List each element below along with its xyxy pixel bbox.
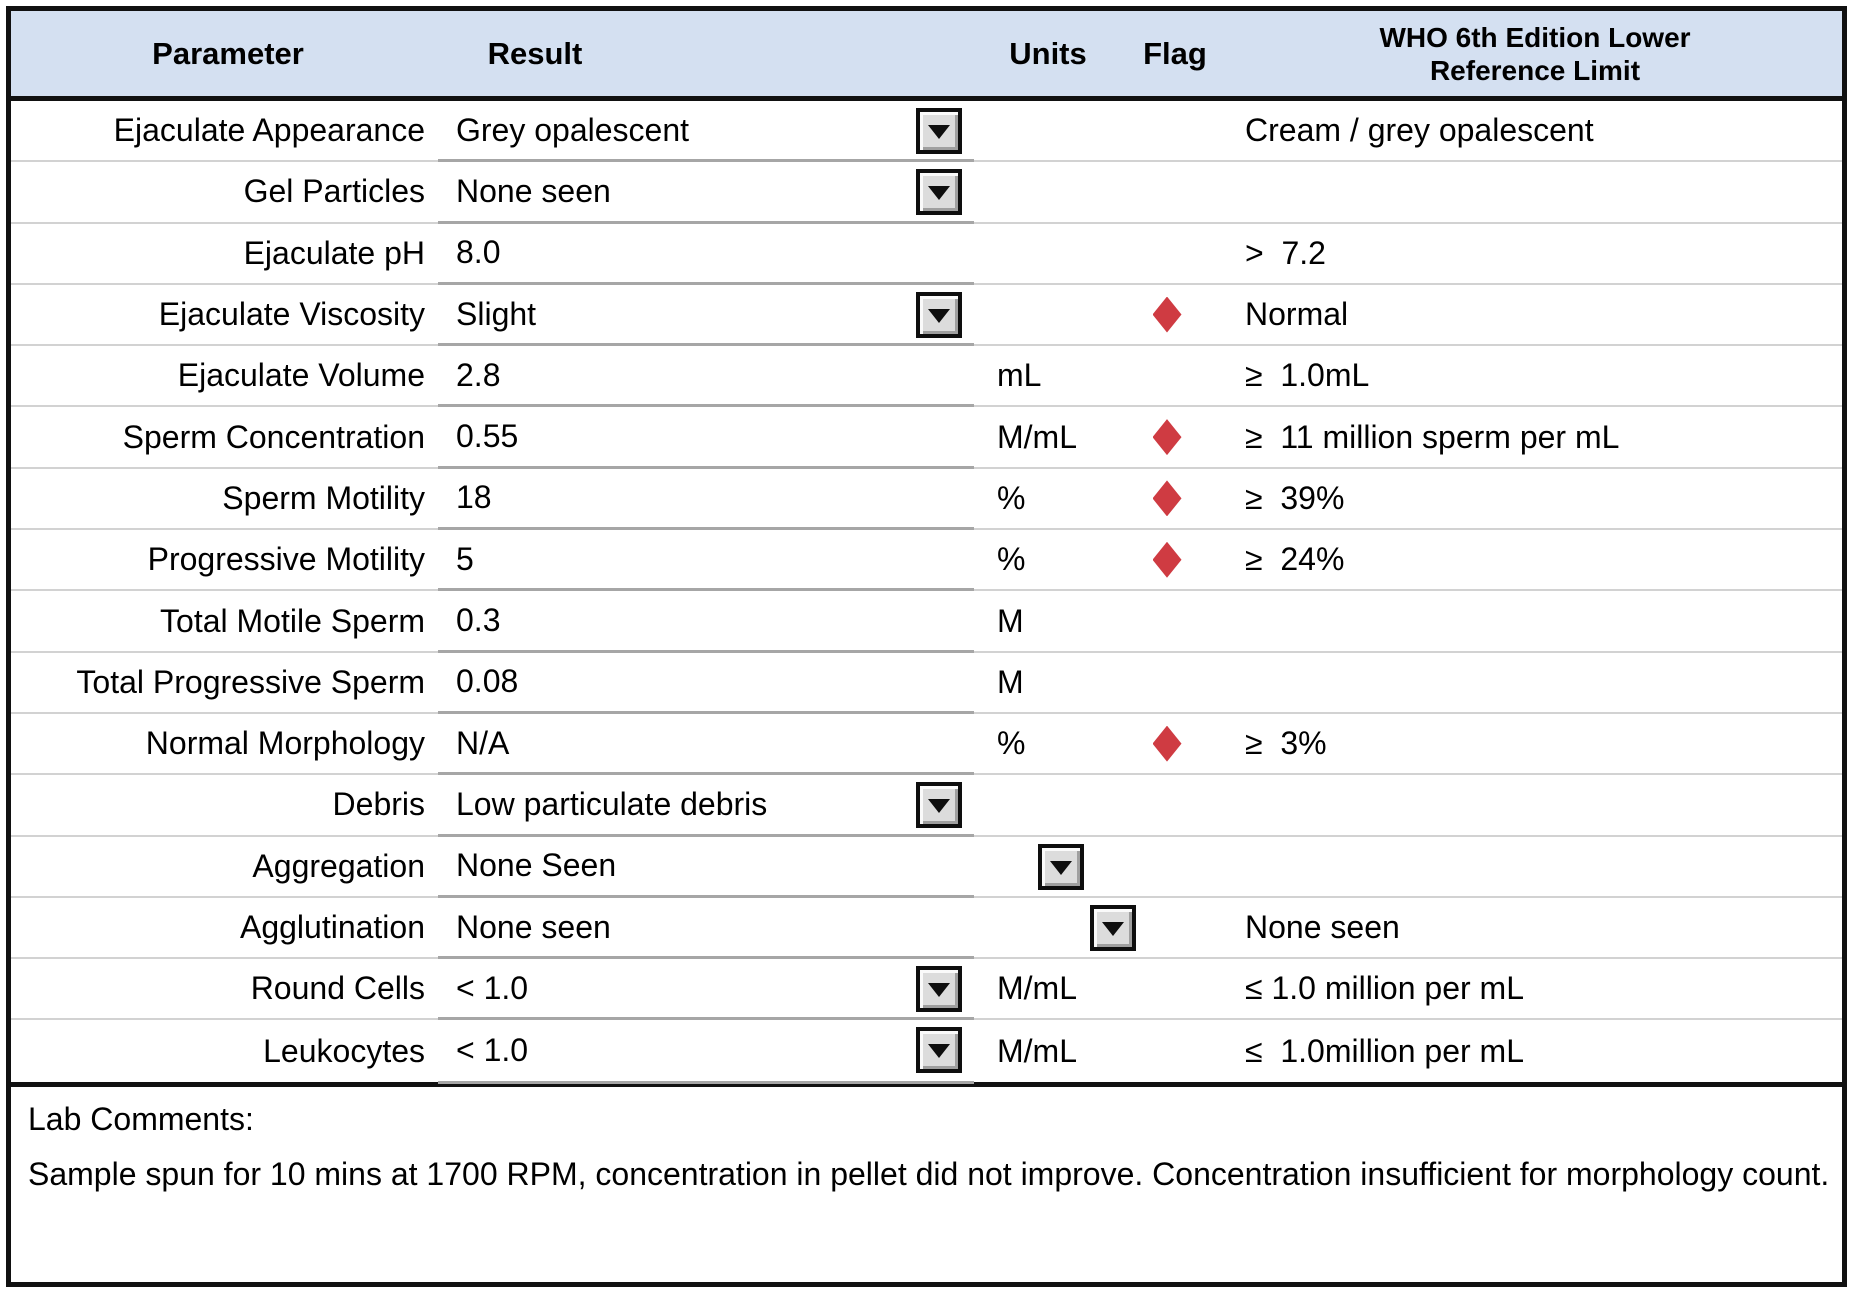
reference-limit-value: ≥ 3% bbox=[1245, 725, 1327, 762]
dropdown-button[interactable] bbox=[916, 108, 962, 154]
units-label: % bbox=[997, 479, 1026, 516]
result-value: None seen bbox=[456, 908, 611, 945]
units-label: % bbox=[997, 725, 1026, 762]
reference-limit-value: Cream / grey opalescent bbox=[1245, 112, 1594, 149]
parameter-label: Ejaculate pH bbox=[243, 234, 425, 271]
result-value: Low particulate debris bbox=[456, 785, 768, 822]
lab-comments-label: Lab Comments: bbox=[28, 1101, 254, 1137]
units-label bbox=[997, 775, 1147, 834]
column-header-flag: Flag bbox=[1143, 35, 1207, 71]
result-field[interactable] bbox=[438, 469, 974, 530]
result-field[interactable] bbox=[438, 714, 974, 775]
flag-cell bbox=[1136, 1020, 1198, 1081]
reference-header-line2: Reference Limit bbox=[1429, 54, 1641, 86]
reference-limit-value bbox=[1245, 162, 1835, 221]
table-row bbox=[11, 224, 1842, 285]
reference-limit-value bbox=[1245, 653, 1835, 712]
parameter-label: Ejaculate Viscosity bbox=[158, 296, 425, 333]
units-label bbox=[997, 898, 1147, 957]
result-value: Grey opalescent bbox=[456, 111, 690, 148]
dropdown-button[interactable] bbox=[916, 782, 962, 828]
dropdown-button[interactable] bbox=[916, 1027, 962, 1073]
result-value: 18 bbox=[456, 479, 492, 516]
table-row bbox=[11, 591, 1842, 652]
units-label: M/mL bbox=[997, 418, 1077, 455]
flag-cell bbox=[1136, 775, 1198, 834]
reference-limit-value: ≥ 24% bbox=[1245, 541, 1345, 578]
parameter-label: Normal Morphology bbox=[145, 725, 425, 762]
result-field[interactable] bbox=[438, 346, 974, 407]
units-label bbox=[997, 285, 1147, 344]
result-value: < 1.0 bbox=[456, 969, 529, 1006]
column-header-units: Units bbox=[1009, 35, 1087, 71]
result-field[interactable] bbox=[438, 653, 974, 714]
units-label: M bbox=[997, 663, 1024, 700]
result-field[interactable] bbox=[438, 898, 974, 959]
table-row bbox=[11, 898, 1842, 959]
result-value: 8.0 bbox=[456, 234, 501, 271]
flag-cell bbox=[1136, 898, 1198, 957]
result-field[interactable] bbox=[438, 407, 974, 468]
table-row bbox=[11, 775, 1842, 836]
red-diamond-flag-icon bbox=[1153, 419, 1182, 455]
parameter-label: Total Motile Sperm bbox=[160, 602, 425, 639]
table-row bbox=[11, 959, 1842, 1020]
parameter-label: Ejaculate Appearance bbox=[113, 112, 425, 149]
table-body bbox=[11, 101, 1842, 1082]
flag-cell bbox=[1136, 346, 1198, 405]
results-table bbox=[6, 6, 1847, 1287]
parameter-label: Sperm Motility bbox=[222, 479, 425, 516]
flag-cell bbox=[1136, 469, 1198, 528]
result-value: None seen bbox=[456, 172, 611, 209]
lab-comments-section bbox=[11, 1082, 1842, 1282]
result-field[interactable] bbox=[438, 285, 974, 346]
parameter-label: Progressive Motility bbox=[147, 541, 425, 578]
chevron-down-icon bbox=[928, 799, 950, 813]
table-row bbox=[11, 653, 1842, 714]
table-row bbox=[11, 407, 1842, 468]
parameter-label: Debris bbox=[332, 786, 425, 823]
column-header-parameter: Parameter bbox=[152, 35, 304, 71]
flag-cell bbox=[1136, 591, 1198, 650]
table-row bbox=[11, 1020, 1842, 1081]
flag-cell bbox=[1136, 530, 1198, 589]
parameter-label: Sperm Concentration bbox=[122, 418, 425, 455]
red-diamond-flag-icon bbox=[1153, 726, 1182, 762]
units-label bbox=[997, 162, 1147, 221]
parameter-label: Total Progressive Sperm bbox=[76, 663, 425, 700]
chevron-down-icon bbox=[928, 125, 950, 139]
reference-limit-value bbox=[1245, 591, 1835, 650]
units-label bbox=[997, 837, 1147, 896]
flag-cell bbox=[1136, 714, 1198, 773]
flag-cell bbox=[1136, 837, 1198, 896]
result-field[interactable] bbox=[438, 224, 974, 285]
red-diamond-flag-icon bbox=[1153, 480, 1182, 516]
red-diamond-flag-icon bbox=[1153, 297, 1182, 333]
units-label: M/mL bbox=[997, 1032, 1077, 1069]
result-field[interactable] bbox=[438, 775, 974, 836]
chevron-down-icon bbox=[928, 186, 950, 200]
result-field[interactable] bbox=[438, 162, 974, 223]
parameter-label: Ejaculate Volume bbox=[177, 357, 425, 394]
flag-cell bbox=[1136, 407, 1198, 466]
red-diamond-flag-icon bbox=[1153, 542, 1182, 578]
result-value: 5 bbox=[456, 540, 474, 577]
chevron-down-icon bbox=[928, 983, 950, 997]
table-row bbox=[11, 162, 1842, 223]
flag-cell bbox=[1136, 653, 1198, 712]
reference-limit-value: ≤ 1.0million per mL bbox=[1245, 1032, 1524, 1069]
flag-cell bbox=[1136, 224, 1198, 283]
parameter-label: Gel Particles bbox=[243, 173, 425, 210]
reference-limit-value: ≤ 1.0 million per mL bbox=[1245, 970, 1524, 1007]
result-field[interactable] bbox=[438, 101, 974, 162]
result-field[interactable] bbox=[438, 837, 974, 898]
result-value: 0.3 bbox=[456, 602, 501, 639]
units-label: mL bbox=[997, 357, 1042, 394]
flag-cell bbox=[1136, 959, 1198, 1018]
flag-cell bbox=[1136, 162, 1198, 221]
reference-limit-value: ≥ 39% bbox=[1245, 479, 1345, 516]
dropdown-button[interactable] bbox=[916, 169, 962, 215]
units-label bbox=[997, 224, 1147, 283]
dropdown-button[interactable] bbox=[916, 966, 962, 1012]
reference-limit-value bbox=[1245, 837, 1835, 896]
reference-limit-value: ≥ 11 million sperm per mL bbox=[1245, 418, 1620, 455]
result-value: < 1.0 bbox=[456, 1032, 529, 1069]
table-row bbox=[11, 346, 1842, 407]
chevron-down-icon bbox=[928, 1044, 950, 1058]
reference-limit-value: > 7.2 bbox=[1245, 234, 1326, 271]
result-field[interactable] bbox=[438, 1020, 974, 1083]
result-value: 0.55 bbox=[456, 418, 519, 455]
result-value: N/A bbox=[456, 724, 510, 761]
units-label bbox=[997, 101, 1147, 160]
parameter-label: Leukocytes bbox=[263, 1032, 425, 1069]
column-header-reference-limit bbox=[1335, 11, 1735, 96]
parameter-label: Agglutination bbox=[239, 909, 425, 945]
flag-cell bbox=[1136, 285, 1198, 344]
chevron-down-icon bbox=[928, 309, 950, 323]
reference-limit-value bbox=[1245, 775, 1835, 834]
lab-comments-text: Sample spun for 10 mins at 1700 RPM, concentration in pellet did not improve. Concentration insufficient for morphology count. bbox=[28, 1156, 1830, 1192]
parameter-label: Round Cells bbox=[250, 970, 425, 1007]
result-value: None Seen bbox=[456, 847, 617, 884]
table-row bbox=[11, 101, 1842, 162]
column-header-result: Result bbox=[487, 35, 583, 71]
result-value: 2.8 bbox=[456, 356, 501, 393]
table-row bbox=[11, 469, 1842, 530]
table-row bbox=[11, 530, 1842, 591]
table-row bbox=[11, 714, 1842, 775]
result-value: 0.08 bbox=[456, 663, 519, 700]
parameter-label: Aggregation bbox=[252, 847, 425, 884]
units-label: % bbox=[997, 541, 1026, 578]
reference-limit-value: Normal bbox=[1245, 296, 1349, 333]
reference-limit-value: ≥ 1.0mL bbox=[1245, 357, 1370, 394]
reference-limit-value: None seen bbox=[1245, 909, 1400, 945]
units-label: M/mL bbox=[997, 970, 1077, 1007]
result-field[interactable] bbox=[438, 530, 974, 591]
table-header-row bbox=[11, 11, 1842, 101]
result-field[interactable] bbox=[438, 959, 974, 1020]
result-value: Slight bbox=[456, 295, 537, 332]
flag-cell bbox=[1136, 101, 1198, 160]
result-field[interactable] bbox=[438, 591, 974, 652]
reference-header-line1: WHO 6th Edition Lower bbox=[1379, 21, 1691, 53]
dropdown-button[interactable] bbox=[916, 292, 962, 338]
units-label: M bbox=[997, 602, 1024, 639]
table-row bbox=[11, 285, 1842, 346]
table-row bbox=[11, 837, 1842, 898]
